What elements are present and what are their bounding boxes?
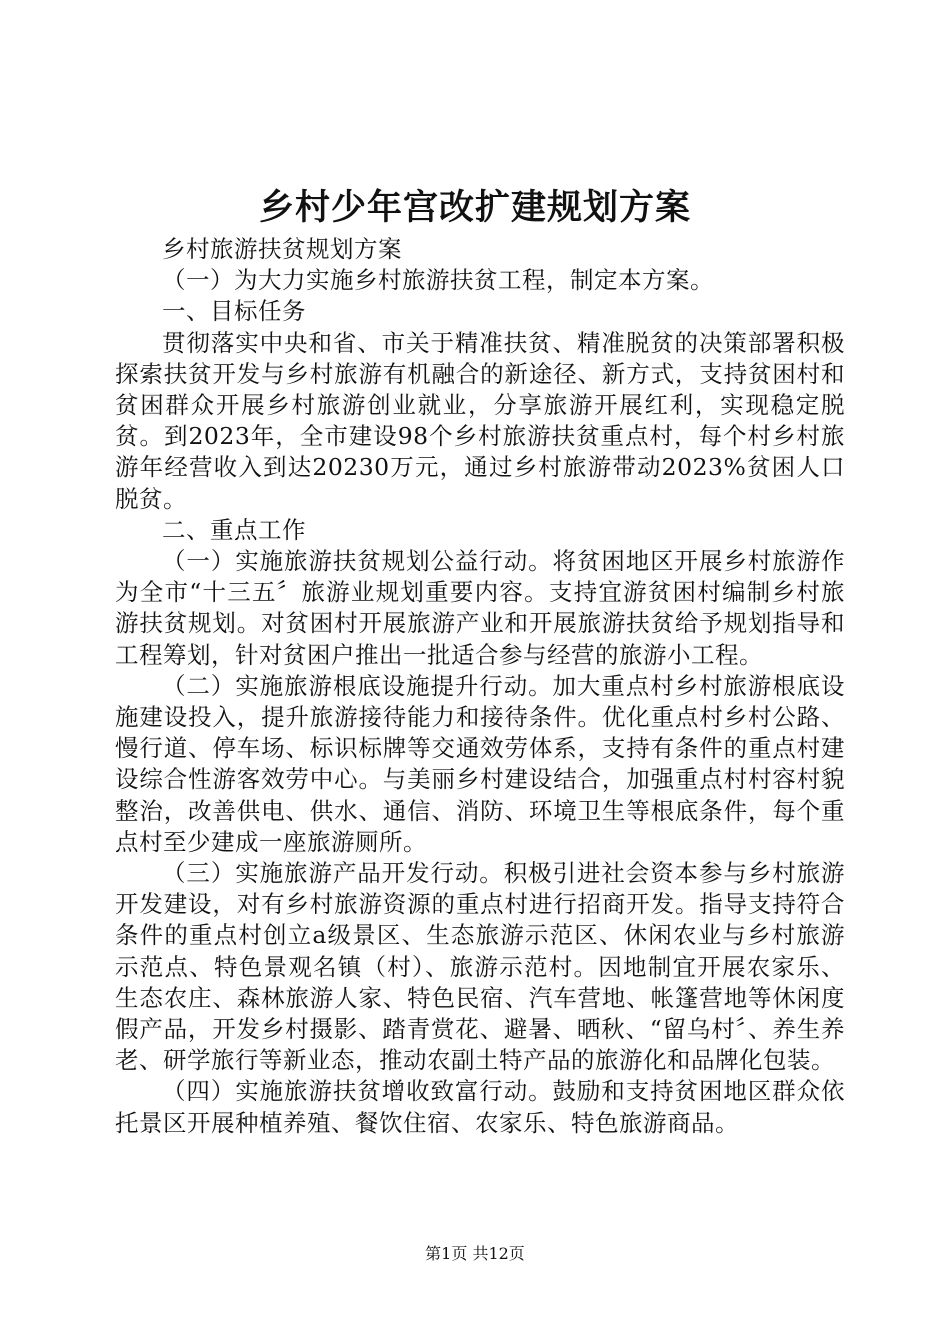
paragraph-intro: （一）为大力实施乡村旅游扶贫工程，制定本方案。 [162,266,714,295]
page-number-footer: 第1页 共12页 [425,1244,525,1263]
paragraph-item-1: （一）实施旅游扶贫规划公益行动。将贫困地区开展乡村旅游作为全市“十三五〞旅游业规划重要内容。支持宜游贫困村编制乡村旅游扶贫规划。对贫困村开展旅游产业和开展旅游扶贫给予规划指导和工程筹划，针对贫困户推出一批适合参与经营的旅游小工程。 [115,547,845,669]
section-heading-goals: 一、目标任务 [162,297,306,326]
section-heading-key-work: 二、重点工作 [162,515,306,544]
document-body [115,234,845,1139]
paragraph-item-4: （四）实施旅游扶贫增收致富行动。鼓励和支持贫困地区群众依托景区开展种植养殖、餐饮住宿、农家乐、特色旅游商品。 [115,1077,845,1137]
paragraph-item-2: （二）实施旅游根底设施提升行动。加大重点村乡村旅游根底设施建设投入，提升旅游接待能力和接待条件。优化重点村乡村公路、慢行道、停车场、标识标牌等交通效劳体系，支持有条件的重点村建设综合性游客效劳中心。与美丽乡村建设结合，加强重点村村容村貌整治，改善供电、供水、通信、消防、环境卫生等根底条件，每个重点村至少建成一座旅游厕所。 [115,671,845,856]
document-title: 乡村少年宫改扩建规划方案 [258,188,691,228]
paragraph-subtitle: 乡村旅游扶贫规划方案 [162,235,402,263]
paragraph-item-3: （三）实施旅游产品开发行动。积极引进社会资本参与乡村旅游开发建设，对有乡村旅游资源的重点村进行招商开发。指导支持符合条件的重点村创立a级景区、生态旅游示范区、休闲农业与乡村旅游示范点、特色景观名镇（村）、旅游示范村。因地制宜开展农家乐、生态农庄、森林旅游人家、特色民宿、汽车营地、帐篷营地等休闲度假产品，开发乡村摄影、踏青赏花、避暑、晒秋、“留乌村〞、养生养老、研学旅行等新业态，推动农副土特产品的旅游化和品牌化包装。 [115,859,845,1075]
paragraph-goals: 贯彻落实中央和省、市关于精准扶贫、精准脱贫的决策部署积极探索扶贫开发与乡村旅游有机融合的新途径、新方式，支持贫困村和贫困群众开展乡村旅游创业就业，分享旅游开展红利，实现稳定脱贫。到2023年，全市建设98个乡村旅游扶贫重点村，每个村乡村旅游年经营收入到达20230万元，通过乡村旅游带动2023%贫困人口脱贫。 [115,328,845,513]
